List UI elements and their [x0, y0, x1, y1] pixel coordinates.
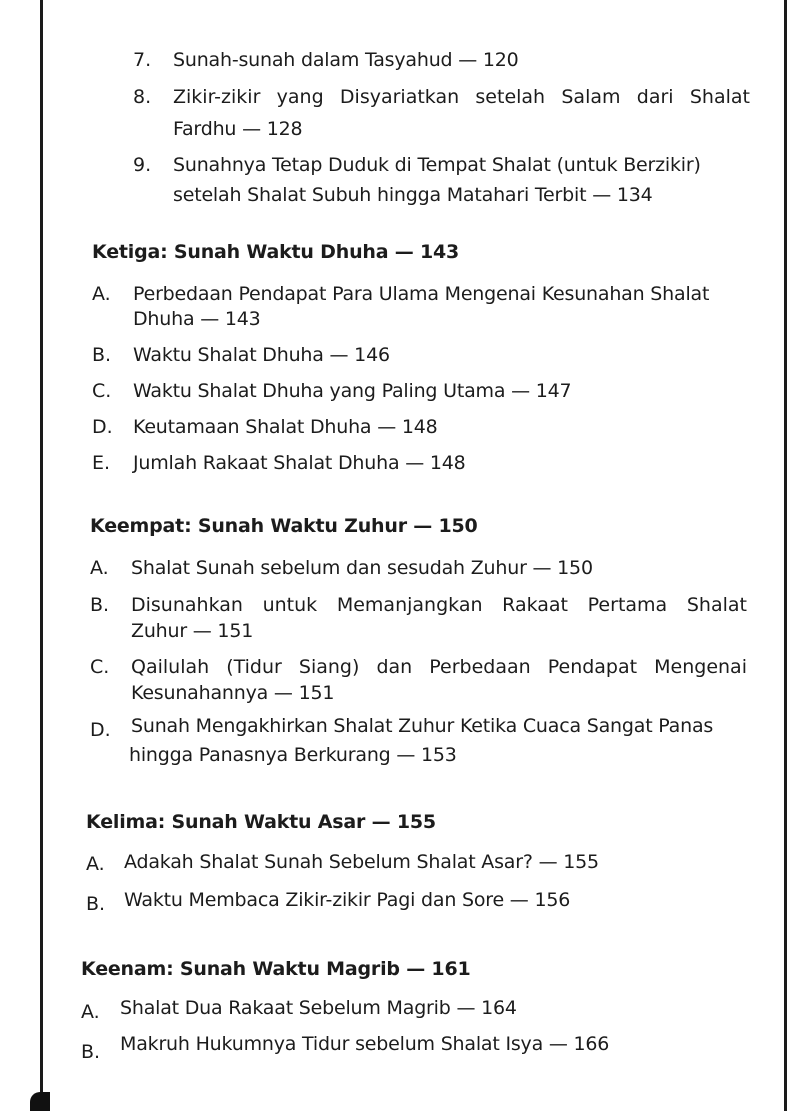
word: Perbedaan	[429, 656, 531, 678]
item-text: Sunah-sunah dalam Tasyahud — 120	[173, 49, 519, 71]
item-text: Sunahnya Tetap Duduk di Tempat Shalat (untuk Berzikir)	[173, 154, 701, 176]
item-letter: A.	[92, 283, 111, 305]
word: Pendapat	[547, 656, 638, 678]
word: dari	[636, 86, 674, 108]
word: dan	[376, 656, 413, 678]
word: Pertama	[587, 594, 668, 616]
item-text: hingga Panasnya Berkurang — 153	[129, 744, 457, 766]
item-number: 7.	[133, 49, 152, 71]
item-number: 8.	[133, 86, 152, 108]
word: untuk	[262, 594, 318, 616]
item-text: Shalat Dua Rakaat Sebelum Magrib — 164	[120, 997, 517, 1019]
item-text-justified	[131, 655, 747, 679]
item-text: Jumlah Rakaat Shalat Dhuha — 148	[133, 452, 466, 474]
item-letter: B.	[81, 1041, 101, 1063]
word: Disunahkan	[131, 594, 243, 616]
item-text-justified	[131, 593, 747, 617]
item-letter: C.	[92, 380, 112, 402]
item-letter: D.	[90, 719, 111, 741]
page-border-right	[784, 0, 787, 1111]
item-letter: B.	[90, 594, 110, 616]
word: Salam	[561, 86, 621, 108]
word: setelah	[475, 86, 546, 108]
item-text: Makruh Hukumnya Tidur sebelum Shalat Isya — 166	[120, 1033, 610, 1055]
word: Rakaat	[502, 594, 568, 616]
item-letter: E.	[92, 452, 111, 474]
item-text: setelah Shalat Subuh hingga Matahari Terbit — 134	[173, 184, 653, 206]
item-letter: B.	[86, 893, 106, 915]
item-text: Shalat Sunah sebelum dan sesudah Zuhur — 150	[131, 557, 593, 579]
section-heading: Keenam: Sunah Waktu Magrib — 161	[81, 958, 471, 980]
word: Memanjangkan	[336, 594, 483, 616]
item-text: Sunah Mengakhirkan Shalat Zuhur Ketika Cuaca Sangat Panas	[131, 715, 714, 737]
corner-mark	[30, 1092, 50, 1111]
item-text: Perbedaan Pendapat Para Ulama Mengenai Kesunahan Shalat	[133, 283, 710, 305]
item-letter: A.	[90, 557, 109, 579]
item-number: 9.	[133, 154, 152, 176]
item-text: Waktu Shalat Dhuha yang Paling Utama — 147	[133, 380, 572, 402]
word: Shalat	[689, 86, 750, 108]
word: Siang)	[298, 656, 360, 678]
item-text: Waktu Membaca Zikir-zikir Pagi dan Sore — 156	[124, 889, 571, 911]
section-heading: Keempat: Sunah Waktu Zuhur — 150	[90, 515, 478, 537]
word: Qailulah	[131, 656, 210, 678]
word: Mengenai	[654, 656, 747, 678]
item-text: Fardhu — 128	[173, 118, 303, 140]
item-letter: D.	[92, 416, 113, 438]
word: Zikir-zikir	[173, 86, 261, 108]
item-letter: C.	[90, 656, 110, 678]
item-text: Keutamaan Shalat Dhuha — 148	[133, 416, 438, 438]
item-text: Waktu Shalat Dhuha — 146	[133, 344, 390, 366]
word: yang	[276, 86, 324, 108]
section-heading: Kelima: Sunah Waktu Asar — 155	[86, 811, 436, 833]
item-text: Zuhur — 151	[131, 620, 254, 642]
word: Disyariatkan	[339, 86, 460, 108]
item-text: Kesunahannya — 151	[131, 682, 335, 704]
item-text: Adakah Shalat Sunah Sebelum Shalat Asar? — 155	[124, 851, 599, 873]
page-border-left	[40, 0, 43, 1100]
item-text: Dhuha — 143	[133, 308, 261, 330]
word: Shalat	[686, 594, 747, 616]
word: (Tidur	[226, 656, 282, 678]
item-letter: A.	[81, 1001, 100, 1023]
item-letter: B.	[92, 344, 112, 366]
section-heading: Ketiga: Sunah Waktu Dhuha — 143	[92, 241, 460, 263]
item-letter: A.	[86, 853, 105, 875]
item-text-justified	[173, 85, 750, 109]
